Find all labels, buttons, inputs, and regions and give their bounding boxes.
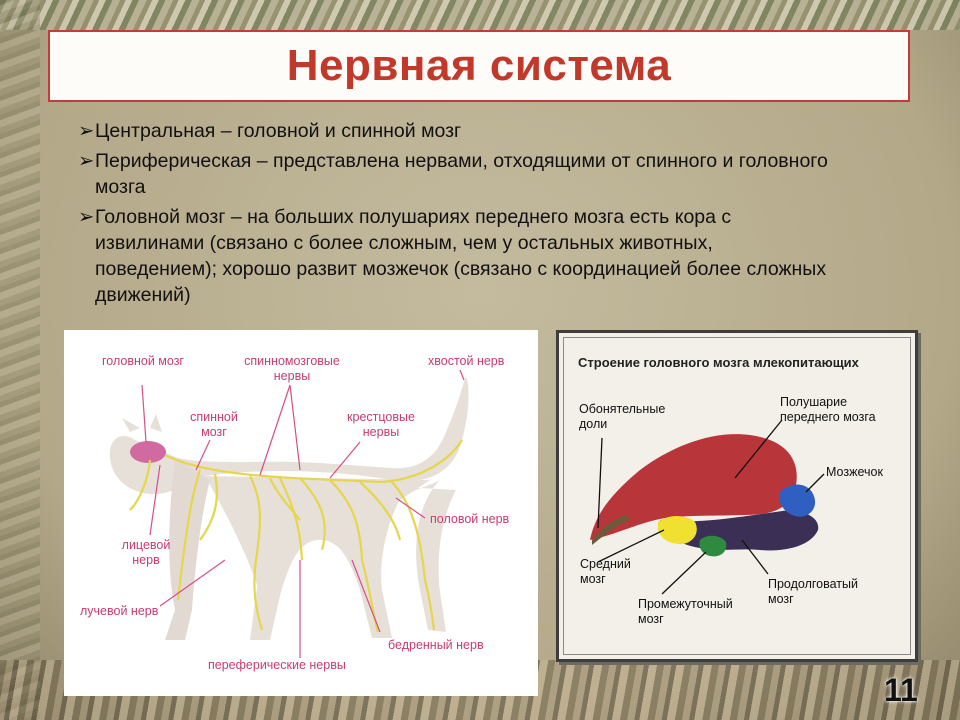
cat-label-sacral-nerves: крестцовые нервы [347, 410, 415, 439]
brain-label-diencephalon: Промежуточный мозг [638, 597, 733, 626]
bullet-text: Периферическая – представлена нервами, отходящими от спинного и головного мозга [95, 150, 828, 198]
brain-diagram-title: Строение головного мозга млекопитающих [578, 355, 859, 370]
brain-label-olfactory: Обонятельные доли [579, 402, 666, 431]
cat-label-radial-nerve: лучевой нерв [80, 604, 159, 618]
cat-label-spinal-nerves: спинномозговые нервы [244, 354, 340, 383]
diencephalon-shape [699, 536, 726, 557]
arrow-bullet-icon: ➢ [78, 120, 95, 142]
cat-label-tail-nerve: хвостой нерв [428, 354, 505, 368]
page-number: 11 [884, 672, 918, 708]
brain-label-cerebellum: Мозжечок [826, 465, 883, 479]
cat-label-facial-nerve: лицевой нерв [121, 538, 171, 567]
brain-label-midbrain: Средний мозг [580, 557, 631, 586]
cat-label-femoral-nerve: бедренный нерв [388, 638, 484, 652]
bullet-text: Головной мозг – на больших полушариях переднего мозга есть кора с извилинами (связано с более сложным, чем у остальных животных, поведением); хорошо развит мозжечок (связано с координацией более сложных движений) [95, 206, 827, 306]
brain-label-medulla: Продолговатый мозг [768, 577, 858, 606]
arrow-bullet-icon: ➢ [78, 150, 95, 172]
bullet-text: Центральная – головной и спинной мозг [95, 120, 462, 142]
slide-title: Нервная система [286, 41, 672, 90]
cat-label-peripheral-nerves: переферические нервы [208, 658, 346, 672]
cat-label-brain: головной мозг [102, 354, 184, 368]
arrow-bullet-icon: ➢ [78, 206, 95, 228]
brain-label-forebrain: Полушарие переднего мозга [780, 395, 876, 424]
cat-label-spinal-cord: спинной мозг [190, 410, 238, 439]
cat-label-genital-nerve: половой нерв [430, 512, 510, 526]
